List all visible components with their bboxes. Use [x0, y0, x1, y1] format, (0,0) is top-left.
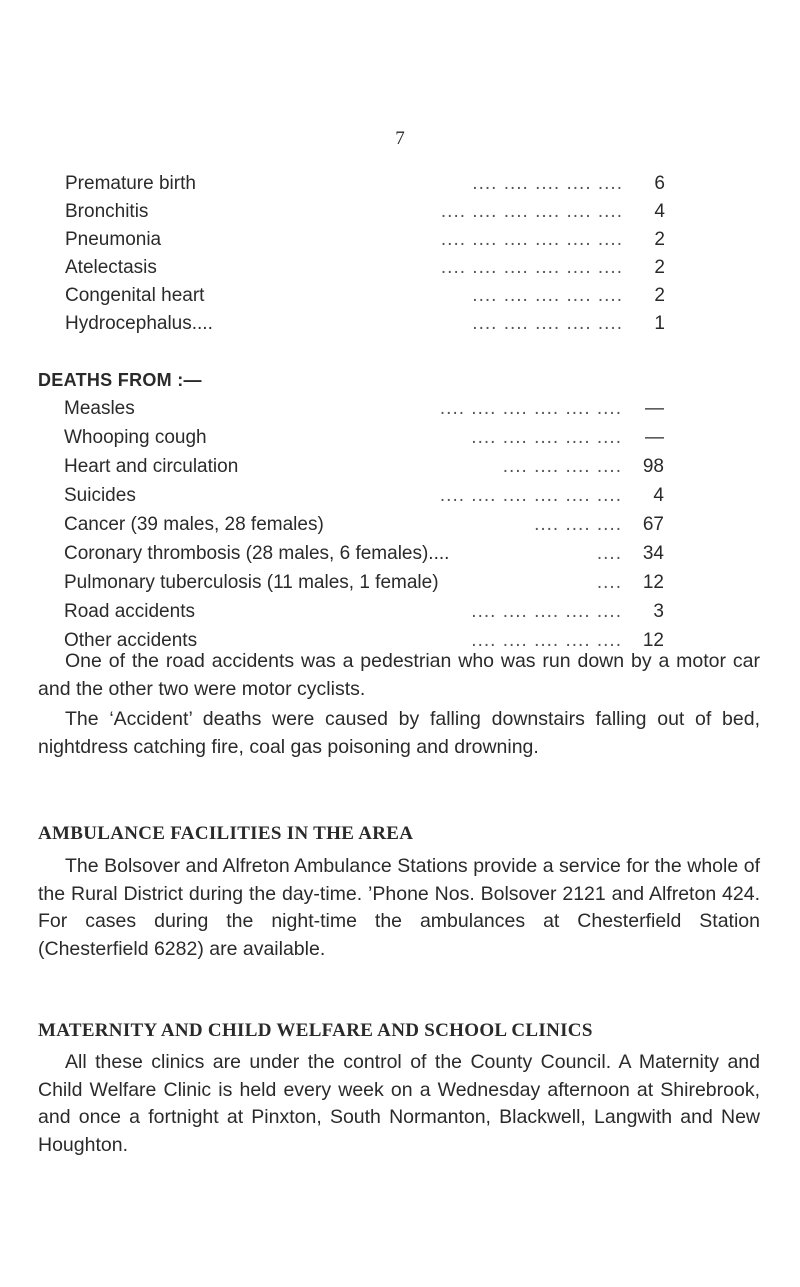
death-cause-value: 98: [642, 456, 664, 477]
death-cause-value: —: [645, 398, 664, 419]
list-item: [64, 482, 664, 510]
leader-dots: .... .... .... .... ....: [472, 285, 623, 306]
cause-label: Bronchitis: [65, 201, 149, 222]
leader-dots: ....: [596, 543, 622, 564]
death-cause-label: Heart and circulation: [64, 456, 239, 477]
death-cause-value: 12: [642, 572, 664, 593]
list-item: [65, 170, 665, 198]
leader-dots: ....: [596, 572, 622, 593]
cause-value: 6: [654, 173, 665, 194]
cause-label: Congenital heart: [65, 285, 205, 306]
cause-label: Premature birth: [65, 173, 196, 194]
death-cause-value: 12: [642, 630, 664, 651]
list-item: [65, 198, 665, 226]
cause-value: 2: [654, 257, 665, 278]
leader-dots: .... .... .... .... ....: [471, 427, 622, 448]
list-item: [64, 424, 664, 452]
death-cause-label: Road accidents: [64, 601, 195, 622]
list-item: [64, 569, 664, 597]
death-cause-value: —: [645, 427, 664, 448]
cause-value: 2: [654, 285, 665, 306]
cause-label: Atelectasis: [65, 257, 157, 278]
deaths-heading: DEATHS FROM :—: [38, 370, 202, 390]
leader-dots: .... .... .... .... ....: [471, 601, 622, 622]
death-cause-label: Measles: [64, 398, 135, 419]
maternity-paragraph: All these clinics are under the control of the County Council. A Maternity and Child Welfare Clinic is held every week on a Wednesday afternoon at Shirebrook, and once a fortnight at Pinxton, South Normanton, Blackwell, Langwith and New Houghton.: [38, 1051, 760, 1156]
list-item: [65, 282, 665, 310]
leader-dots: .... .... .... .... .... ....: [440, 229, 623, 250]
leader-dots: .... .... .... .... .... ....: [439, 485, 622, 506]
death-cause-label: Cancer (39 males, 28 females): [64, 514, 324, 535]
cause-value: 4: [654, 201, 665, 222]
list-item: [64, 511, 664, 539]
death-cause-value: 34: [642, 543, 664, 564]
cause-value: 1: [654, 313, 665, 334]
death-cause-value: 67: [642, 514, 664, 535]
leader-dots: .... .... .... .... ....: [471, 630, 622, 651]
cause-value: 2: [654, 229, 665, 250]
ambulance-paragraph: The Bolsover and Alfreton Ambulance Stations provide a service for the whole of the Rural District during the day-time. ’Phone Nos. Bolsover 2121 and Alfreton 424. For cases during the night-time the ambulances at Chesterfield Station (Chesterfield 6282) are available.: [38, 855, 760, 960]
leader-dots: .... .... .... .... ....: [472, 173, 623, 194]
list-item: [64, 598, 664, 626]
leader-dots: .... .... .... .... ....: [472, 313, 623, 334]
list-item: [64, 540, 664, 568]
death-cause-label: Whooping cough: [64, 427, 207, 448]
road-accidents-paragraph: One of the road accidents was a pedestrian who was run down by a motor car and the other two were motor cyclists.: [38, 650, 760, 700]
cause-label: Hydrocephalus....: [65, 313, 213, 334]
death-cause-value: 4: [653, 485, 664, 506]
leader-dots: .... .... .... .... .... ....: [440, 257, 623, 278]
ambulance-heading: AMBULANCE FACILITIES IN THE AREA: [38, 823, 414, 844]
list-item: [64, 453, 664, 481]
maternity-heading: MATERNITY AND CHILD WELFARE AND SCHOOL CLINICS: [38, 1020, 593, 1041]
page-number: 7: [395, 128, 405, 149]
leader-dots: .... .... .... .... .... ....: [440, 201, 623, 222]
list-item: [65, 254, 665, 282]
death-cause-label: Pulmonary tuberculosis (11 males, 1 female): [64, 572, 439, 593]
list-item: [65, 226, 665, 254]
list-item: [65, 310, 665, 338]
cause-label: Pneumonia: [65, 229, 162, 250]
death-cause-label: Other accidents: [64, 630, 198, 651]
death-cause-value: 3: [653, 601, 664, 622]
accident-deaths-paragraph: The ‘Accident’ deaths were caused by falling downstairs falling out of bed, nightdress catching fire, coal gas poisoning and drowning.: [38, 708, 760, 758]
list-item: [64, 395, 664, 423]
leader-dots: .... .... .... .... .... ....: [439, 398, 622, 419]
death-cause-label: Coronary thrombosis (28 males, 6 females)....: [64, 543, 450, 564]
leader-dots: .... .... .... ....: [502, 456, 622, 477]
leader-dots: .... .... ....: [534, 514, 622, 535]
death-cause-label: Suicides: [64, 485, 136, 506]
